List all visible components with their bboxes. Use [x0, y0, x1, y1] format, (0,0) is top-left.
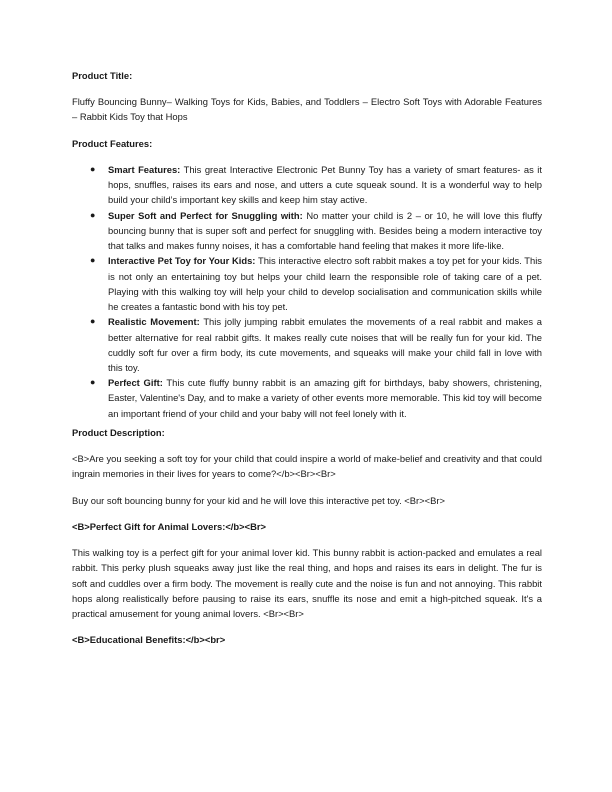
feature-item	[72, 314, 542, 375]
feature-name: Interactive Pet Toy for Your Kids:	[108, 255, 256, 267]
bullet-icon: ●	[90, 163, 96, 174]
description-paragraph-3: This walking toy is a perfect gift for your animal lover kid. This bunny rabbit is action-packed and emulates a real rabbit. This perky plush squeaks away just like the real thing, and hops and raises its ears in delight. The fur is soft and cuddles over a firm body. The movement is really cute and the noise is fun and not annoying. This rabbit hops along realistically before pausing to raise its ears, snuffle its nose and emit a high-pitched squeak. It's a practical amusement for young animal lovers. <Br><Br>	[72, 547, 542, 620]
feature-name: Realistic Movement:	[108, 316, 200, 328]
feature-text: This interactive electro soft rabbit makes a toy pet for your kids. This is not only an entertaining toy but helps your child learn the responsible role of taking care of a pet. Playing with this walking toy will help your child to develop socialisation and communication skills while he creates a fantastic bond with his toy pet.	[108, 255, 542, 313]
feature-item	[72, 253, 542, 314]
product-features-heading: Product Features:	[72, 137, 153, 149]
description-subheading-gift: <B>Perfect Gift for Animal Lovers:</b><Br>	[72, 520, 266, 532]
features-list	[72, 162, 542, 421]
bullet-icon: ●	[90, 377, 96, 388]
product-description-heading: Product Description:	[72, 426, 165, 438]
feature-name: Smart Features:	[108, 163, 181, 175]
description-paragraph-1: <B>Are you seeking a soft toy for your child that could inspire a world of make-belief and creativity and that could ingrain memories in their lives for years to come?</b><Br><Br>	[72, 453, 542, 480]
bullet-icon: ●	[90, 209, 96, 220]
feature-item	[72, 208, 542, 254]
feature-text: This jolly jumping rabbit emulates the movements of a real rabbit and makes a better alternative for real rabbit gifts. It makes really cute noises that will be really fun for your kid. The cuddly soft fur over a firm body, its cute movements, and squeaks will make your child fall in love with this toy.	[108, 316, 542, 373]
feature-text: No matter your child is 2 – or 10, he will love this fluffy bouncing bunny that is super soft and perfect for snuggling with. Besides being a modern interactive toy that talks and makes funny noises, it has a comfortable hand feeling that makes it more life-like.	[108, 209, 543, 252]
description-paragraph-2: Buy our soft bouncing bunny for your kid and he will love this interactive pet toy. <Br><Br>	[72, 494, 445, 506]
feature-item	[72, 375, 542, 421]
feature-item	[72, 162, 542, 208]
document-page	[72, 68, 542, 659]
description-subheading-education: <B>Educational Benefits:</b><br>	[72, 634, 226, 646]
feature-name: Super Soft and Perfect for Snuggling with:	[108, 209, 303, 221]
product-title-text: Fluffy Bouncing Bunny– Walking Toys for Kids, Babies, and Toddlers – Electro Soft Toys with Adorable Features – Rabbit Kids Toy that Hops	[72, 96, 542, 123]
feature-text: This great Interactive Electronic Pet Bunny Toy has a variety of smart features- as it hops, snuffles, raises its ears and nose, and utters a cute squeak sound. It is a wonderful way to help build your child’s important key skills and keep him stay active.	[108, 163, 542, 206]
feature-text: This cute fluffy bunny rabbit is an amazing gift for birthdays, baby showers, christening, Easter, Valentine's Day, and to make a variety of other events more memorable. This kid toy will become an important friend of your child and your baby will not feel lonely with it.	[108, 377, 542, 419]
bullet-icon: ●	[90, 316, 96, 327]
bullet-icon: ●	[90, 255, 96, 266]
feature-name: Perfect Gift:	[108, 377, 163, 389]
product-title-heading: Product Title:	[72, 70, 133, 81]
